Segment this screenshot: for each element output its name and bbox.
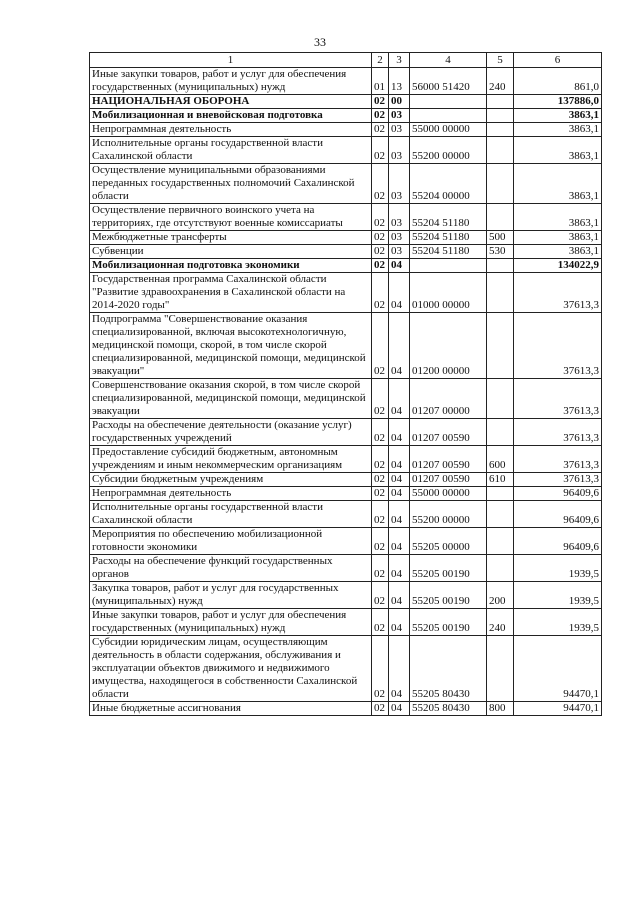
cell-target-article: 55205 80430 [410,636,487,702]
header-col-2: 2 [372,53,389,68]
cell-target-article: 01207 00590 [410,473,487,487]
cell-section: 02 [372,164,389,204]
cell-subsection: 03 [389,245,410,259]
cell-target-article: 55000 00000 [410,487,487,501]
cell-subsection: 04 [389,702,410,716]
cell-subsection: 00 [389,95,410,109]
cell-section: 02 [372,379,389,419]
cell-section: 02 [372,245,389,259]
table-row [90,555,602,582]
cell-amount: 37613,3 [514,446,602,473]
table-row [90,473,602,487]
cell-expense-type [487,528,514,555]
cell-amount: 1939,5 [514,609,602,636]
cell-name: Исполнительные органы государственной власти Сахалинской области [90,137,372,164]
cell-name: Непрограммная деятельность [90,487,372,501]
cell-amount: 96409,6 [514,501,602,528]
cell-name: Исполнительные органы государственной власти Сахалинской области [90,501,372,528]
cell-expense-type [487,137,514,164]
cell-subsection: 04 [389,446,410,473]
cell-name: Межбюджетные трансферты [90,231,372,245]
table-body [90,68,602,716]
cell-name: Расходы на обеспечение деятельности (оказание услуг) государственных учреждений [90,419,372,446]
cell-name: Закупка товаров, работ и услуг для государственных (муниципальных) нужд [90,582,372,609]
cell-amount: 3863,1 [514,231,602,245]
cell-target-article: 01207 00000 [410,379,487,419]
cell-target-article: 55000 00000 [410,123,487,137]
cell-name: Мобилизационная подготовка экономики [90,259,372,273]
cell-section: 02 [372,609,389,636]
cell-target-article: 55205 80430 [410,702,487,716]
cell-amount: 1939,5 [514,582,602,609]
cell-name: Осуществление первичного воинского учета на территориях, где отсутствуют военные комиссариаты [90,204,372,231]
table-row [90,231,602,245]
cell-section: 02 [372,313,389,379]
cell-expense-type: 530 [487,245,514,259]
cell-expense-type [487,636,514,702]
header-row [90,53,602,68]
cell-subsection: 04 [389,313,410,379]
cell-expense-type [487,259,514,273]
cell-amount: 37613,3 [514,313,602,379]
cell-amount: 861,0 [514,68,602,95]
cell-target-article: 55200 00000 [410,501,487,528]
cell-section: 02 [372,702,389,716]
cell-name: Субсидии юридическим лицам, осуществляющим деятельность в области содержания, обслуживания и эксплуатации объектов движимого и недвижимого имущества, находящегося в собственности Сахалинской области [90,636,372,702]
cell-target-article: 56000 51420 [410,68,487,95]
cell-amount: 37613,3 [514,379,602,419]
cell-expense-type [487,95,514,109]
cell-name: Иные закупки товаров, работ и услуг для обеспечения государственных (муниципальных) нужд [90,609,372,636]
cell-expense-type [487,501,514,528]
table-row [90,245,602,259]
cell-amount: 134022,9 [514,259,602,273]
cell-subsection: 03 [389,164,410,204]
cell-subsection: 04 [389,379,410,419]
cell-name: НАЦИОНАЛЬНАЯ ОБОРОНА [90,95,372,109]
cell-section: 02 [372,487,389,501]
cell-expense-type [487,109,514,123]
cell-name: Иные закупки товаров, работ и услуг для обеспечения государственных (муниципальных) нужд [90,68,372,95]
cell-subsection: 04 [389,419,410,446]
header-col-5: 5 [487,53,514,68]
cell-amount: 37613,3 [514,473,602,487]
cell-name: Осуществление муниципальными образованиями переданных государственных полномочий Сахалинской области [90,164,372,204]
cell-expense-type: 500 [487,231,514,245]
cell-subsection: 04 [389,636,410,702]
cell-target-article [410,109,487,123]
cell-target-article: 55204 51180 [410,231,487,245]
cell-amount: 1939,5 [514,555,602,582]
cell-section: 02 [372,123,389,137]
cell-expense-type [487,273,514,313]
table-row [90,123,602,137]
cell-expense-type: 610 [487,473,514,487]
table-row [90,487,602,501]
budget-table [89,52,602,716]
cell-section: 02 [372,204,389,231]
table-row [90,313,602,379]
cell-target-article [410,259,487,273]
cell-subsection: 04 [389,259,410,273]
table-row [90,137,602,164]
cell-subsection: 04 [389,473,410,487]
cell-section: 02 [372,231,389,245]
cell-subsection: 04 [389,273,410,313]
cell-subsection: 04 [389,528,410,555]
table-row [90,446,602,473]
table-row [90,164,602,204]
cell-amount: 3863,1 [514,109,602,123]
cell-subsection: 04 [389,582,410,609]
cell-amount: 37613,3 [514,273,602,313]
header-col-6: 6 [514,53,602,68]
table-row [90,528,602,555]
table-header [90,53,602,68]
cell-name: Предоставление субсидий бюджетным, автономным учреждениям и иным некоммерческим организациям [90,446,372,473]
page-number: 33 [314,35,326,49]
cell-amount: 37613,3 [514,419,602,446]
cell-name: Государственная программа Сахалинской области "Развитие здравоохранения в Сахалинской области на 2014-2020 годы" [90,273,372,313]
cell-amount: 94470,1 [514,702,602,716]
cell-amount: 3863,1 [514,245,602,259]
cell-name: Иные бюджетные ассигнования [90,702,372,716]
cell-name: Субсидии бюджетным учреждениям [90,473,372,487]
cell-section: 02 [372,419,389,446]
cell-target-article: 55204 51180 [410,204,487,231]
cell-target-article: 55204 00000 [410,164,487,204]
cell-expense-type: 800 [487,702,514,716]
cell-expense-type [487,164,514,204]
cell-name: Расходы на обеспечение функций государственных органов [90,555,372,582]
header-col-1: 1 [90,53,372,68]
cell-name: Подпрограмма "Совершенствование оказания специализированной, включая высокотехнологичную, медицинской помощи, скорой, в том числе скорой специализированной, медицинской помощи, медицинской эвакуации" [90,313,372,379]
cell-subsection: 03 [389,204,410,231]
cell-amount: 3863,1 [514,137,602,164]
table-row [90,636,602,702]
cell-section: 02 [372,95,389,109]
cell-amount: 3863,1 [514,123,602,137]
cell-section: 02 [372,109,389,123]
cell-target-article: 55205 00190 [410,609,487,636]
cell-amount: 3863,1 [514,164,602,204]
cell-section: 02 [372,555,389,582]
cell-expense-type [487,379,514,419]
cell-section: 02 [372,273,389,313]
cell-section: 02 [372,528,389,555]
header-col-3: 3 [389,53,410,68]
cell-subsection: 04 [389,501,410,528]
cell-expense-type: 240 [487,68,514,95]
cell-amount: 94470,1 [514,636,602,702]
cell-target-article: 55200 00000 [410,137,487,164]
cell-target-article: 55204 51180 [410,245,487,259]
cell-expense-type [487,419,514,446]
table-row [90,68,602,95]
cell-amount: 96409,6 [514,528,602,555]
cell-section: 02 [372,259,389,273]
cell-expense-type [487,555,514,582]
cell-subsection: 04 [389,609,410,636]
cell-target-article: 01200 00000 [410,313,487,379]
cell-name: Мероприятия по обеспечению мобилизационной готовности экономики [90,528,372,555]
cell-expense-type: 200 [487,582,514,609]
cell-name: Совершенствование оказания скорой, в том числе скорой специализированной, медицинской помощи, медицинской эвакуации [90,379,372,419]
cell-target-article: 55205 00000 [410,528,487,555]
table-row [90,702,602,716]
table-row [90,379,602,419]
cell-target-article: 01000 00000 [410,273,487,313]
cell-expense-type [487,123,514,137]
cell-subsection: 03 [389,137,410,164]
cell-target-article: 55205 00190 [410,555,487,582]
cell-section: 02 [372,582,389,609]
cell-subsection: 04 [389,487,410,501]
table-row [90,109,602,123]
cell-section: 02 [372,501,389,528]
cell-expense-type: 240 [487,609,514,636]
cell-target-article: 01207 00590 [410,446,487,473]
table-row [90,95,602,109]
cell-amount: 3863,1 [514,204,602,231]
cell-section: 02 [372,446,389,473]
cell-name: Субвенции [90,245,372,259]
cell-subsection: 03 [389,109,410,123]
cell-amount: 137886,0 [514,95,602,109]
table-row [90,419,602,446]
cell-subsection: 04 [389,555,410,582]
cell-section: 02 [372,137,389,164]
cell-target-article: 01207 00590 [410,419,487,446]
table-row [90,204,602,231]
table-row [90,609,602,636]
cell-name: Непрограммная деятельность [90,123,372,137]
cell-target-article: 55205 00190 [410,582,487,609]
table-row [90,501,602,528]
cell-subsection: 13 [389,68,410,95]
header-col-4: 4 [410,53,487,68]
cell-target-article [410,95,487,109]
cell-name: Мобилизационная и вневойсковая подготовка [90,109,372,123]
table-row [90,273,602,313]
table-row [90,582,602,609]
cell-section: 02 [372,636,389,702]
cell-expense-type: 600 [487,446,514,473]
table-row [90,259,602,273]
cell-expense-type [487,313,514,379]
cell-expense-type [487,487,514,501]
cell-amount: 96409,6 [514,487,602,501]
cell-section: 02 [372,473,389,487]
cell-subsection: 03 [389,123,410,137]
cell-subsection: 03 [389,231,410,245]
cell-expense-type [487,204,514,231]
cell-section: 01 [372,68,389,95]
